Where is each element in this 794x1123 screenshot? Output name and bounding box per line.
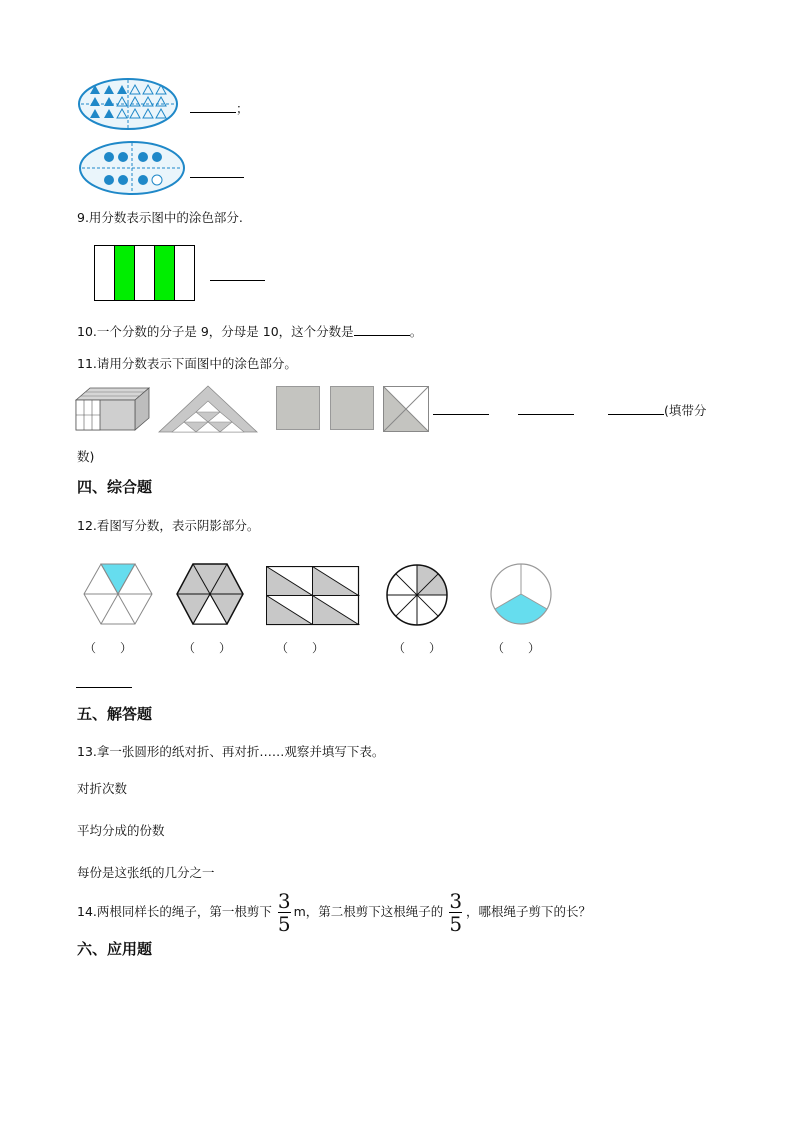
q8-circle-oval-figure [77,140,187,196]
q11-square-2 [330,386,374,430]
q12-circle-thirds [489,562,553,626]
q13-question: 13.拿一张圆形的纸对折、再对折……观察并填写下表。 [77,744,385,759]
q8-answer-line-2 [190,165,244,182]
q12-answer-paren-1[interactable]: （ ） [84,641,133,655]
q12-hexagon-2 [176,563,244,625]
answer-blank[interactable] [608,402,664,415]
section-4-title: 四、综合题 [77,478,153,496]
q9-question: 9.用分数表示图中的涂色部分. [77,210,243,225]
section-5-title: 五、解答题 [77,705,153,723]
q13-row-fold-count: 对折次数 [77,781,128,796]
q9-answer [210,268,265,285]
q11-square-1 [276,386,320,430]
q11-answer-1 [433,402,489,419]
fraction-three-fifths: $\frac{3}{5}$ [449,888,463,936]
q11-note-continued: 数) [77,449,95,464]
answer-blank[interactable] [190,165,244,178]
q11-cuboid-figure [75,386,151,432]
q12-rectangle [266,566,360,626]
q12-answer-paren-4[interactable]: （ ） [393,641,442,655]
q11-question: 11.请用分数表示下面图中的涂色部分。 [77,356,297,371]
q8-answer-line-1: ； [190,100,249,117]
q11-answer-3: (填带分 [608,402,706,419]
answer-blank[interactable] [433,402,489,415]
q10-question: 10.一个分数的分子是 9，分母是 10，这个分数是 。 [77,324,423,339]
q13-row-parts: 平均分成的份数 [77,823,165,838]
q12-answer-paren-3[interactable]: （ ） [276,641,325,655]
q12-answer-paren-2[interactable]: （ ） [183,641,232,655]
q14-question: 14.两根同样长的绳子，第一根剪下 $\frac{3}{5}$ m，第二根剪下这根绳子的 $\frac{3}{5}$ ，哪根绳子剪下的长？ [77,888,592,936]
answer-blank[interactable] [354,323,410,336]
q12-hexagon-1 [83,563,153,625]
answer-blank[interactable] [518,402,574,415]
q8-triangle-oval-figure [77,77,179,131]
fraction-three-fifths: $\frac{3}{5}$ [277,888,291,936]
q12-question: 12.看图写分数，表示阴影部分。 [77,518,260,533]
q13-row-fraction: 每份是这张纸的几分之一 [77,865,215,880]
q11-answer-2 [518,402,574,419]
q12-circle-eighths [385,563,449,627]
q12-answer-line[interactable] [76,687,132,688]
answer-blank[interactable] [210,268,265,281]
q11-square-3 [383,386,429,432]
q11-triangle-figure [158,385,258,433]
q9-stripe-figure [94,245,196,302]
section-6-title: 六、应用题 [77,940,153,958]
q12-answer-paren-5[interactable]: （ ） [492,641,541,655]
answer-blank[interactable] [190,100,236,113]
